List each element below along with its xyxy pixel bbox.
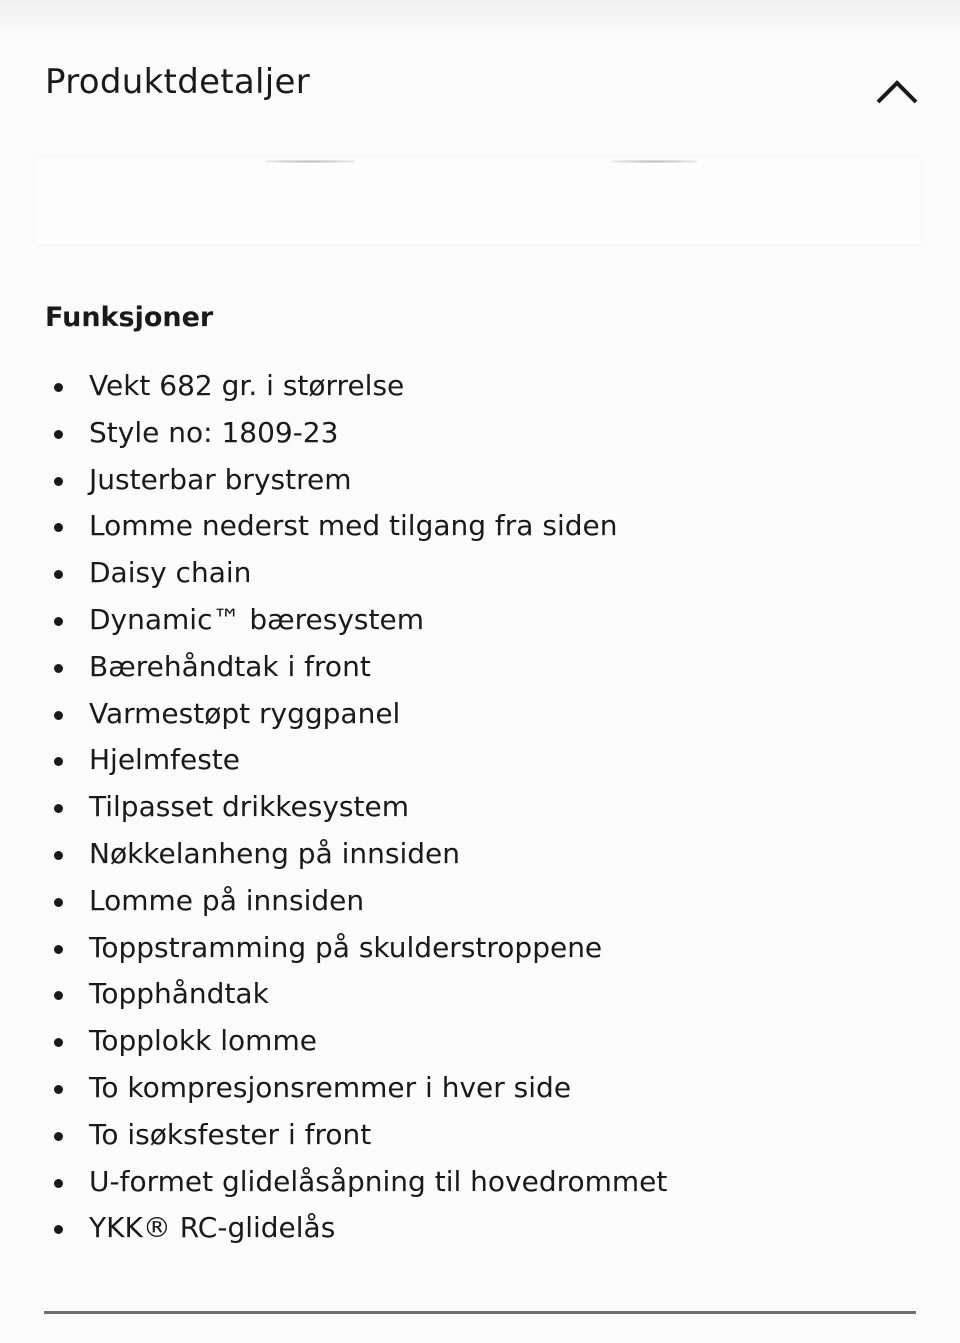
feature-item [0,784,667,831]
feature-label: Topplokk lomme [89,1024,317,1058]
feature-label: Justerbar brystrem [89,462,352,496]
feature-label: To kompresjonsremmer i hver side [89,1070,572,1104]
bullet-icon [54,898,63,907]
bullet-icon [54,1225,63,1234]
feature-label: Dynamic™ bæresystem [89,602,425,636]
bullet-icon [54,1085,63,1094]
bullet-icon [54,523,63,532]
feature-item [0,878,667,925]
feature-label: Tilpasset drikkesystem [89,790,409,824]
feature-item [0,503,667,550]
divider [44,1311,916,1314]
bullet-icon [54,757,63,766]
feature-item [0,644,667,691]
feature-item [0,1065,667,1112]
features-heading: Funksjoner [45,302,214,333]
bullet-icon [54,851,63,860]
bullet-icon [54,991,63,1000]
feature-item [0,410,667,457]
feature-label: Nøkkelanheng på innsiden [89,836,461,870]
bullet-icon [54,570,63,579]
feature-label: U-formet glidelåsåpning til hovedrommet [89,1164,668,1198]
feature-label: Style no: 1809-23 [89,415,339,449]
feature-item [0,457,667,504]
feature-label: Lomme på innsiden [89,883,365,917]
section-title: Produktdetaljer [45,62,311,102]
feature-label: Topphåndtak [89,977,269,1011]
feature-label: Bærehåndtak i front [89,649,371,683]
feature-label: To isøksfester i front [89,1117,372,1151]
feature-item [0,1159,667,1206]
carousel-indicator [612,160,697,163]
bullet-icon [54,617,63,626]
feature-item [0,363,667,410]
bullet-icon [54,711,63,720]
feature-label: Vekt 682 gr. i størrelse [89,369,405,402]
feature-label: Hjelmfeste [89,743,240,777]
bullet-icon [54,383,63,392]
top-shadow [0,0,960,40]
feature-item [0,1112,667,1159]
feature-item [0,550,667,597]
feature-item [0,737,667,784]
bullet-icon [54,430,63,439]
feature-label: Varmestøpt ryggpanel [89,696,401,730]
image-placeholder-panel [36,158,920,244]
feature-label: Lomme nederst med tilgang fra siden [89,509,618,543]
feature-item [0,1205,667,1252]
carousel-indicator [265,160,355,163]
feature-item [0,971,667,1018]
feature-item [0,691,667,738]
bullet-icon [54,1179,63,1188]
feature-label: Daisy chain [89,556,252,590]
feature-label: YKK® RC-glidelås [89,1211,336,1245]
bullet-icon [54,664,63,673]
feature-item [0,1018,667,1065]
feature-label: Toppstramming på skulderstroppene [89,930,603,964]
bullet-icon [54,945,63,954]
feature-item [0,597,667,644]
collapse-toggle[interactable] [872,74,922,108]
bullet-icon [54,477,63,486]
feature-item [0,925,667,972]
chevron-up-icon [872,74,922,108]
feature-item [0,831,667,878]
bullet-icon [54,1038,63,1047]
bullet-icon [54,1132,63,1141]
features-list [0,363,667,1252]
bullet-icon [54,804,63,813]
